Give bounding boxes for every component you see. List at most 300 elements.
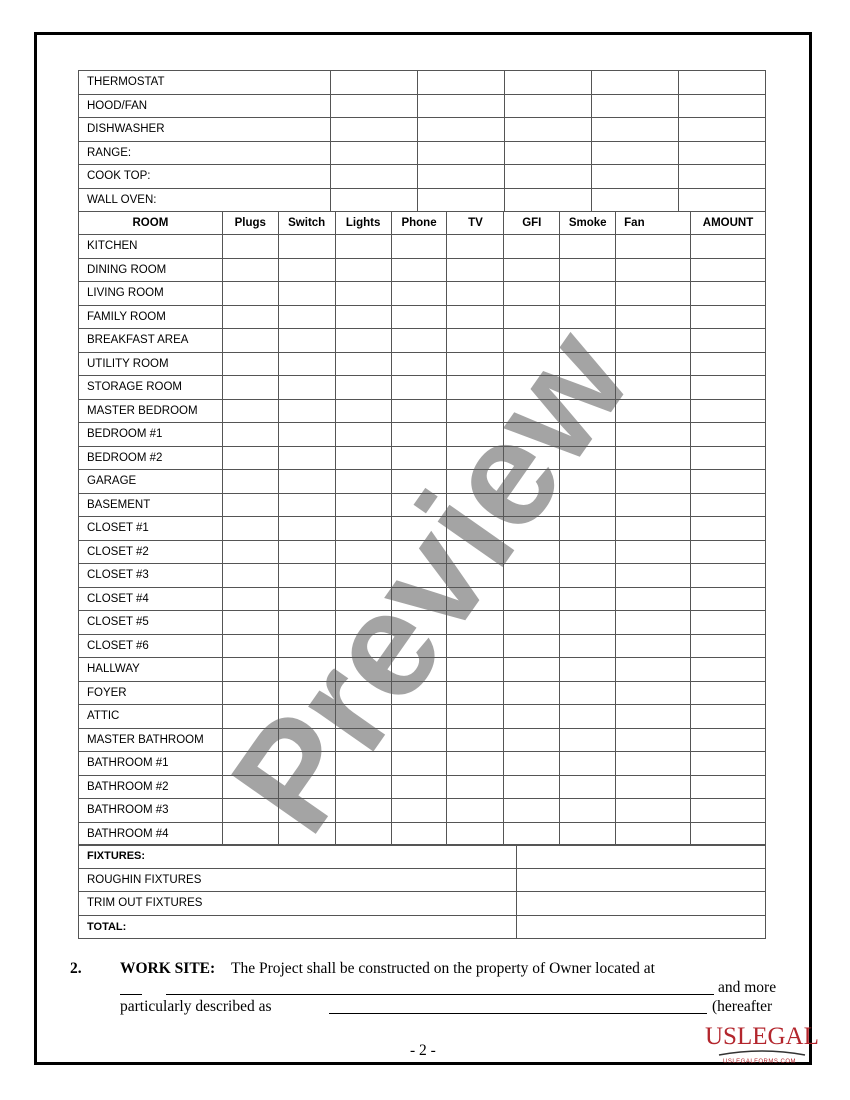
room-label: BEDROOM #2	[79, 446, 223, 470]
section-text-line3-start: particularly described as	[120, 998, 272, 1015]
room-cell	[447, 493, 504, 517]
room-cell	[335, 705, 391, 729]
room-cell	[504, 423, 560, 447]
room-cell	[222, 446, 278, 470]
room-cell	[447, 446, 504, 470]
room-cell	[222, 752, 278, 776]
room-cell	[616, 517, 691, 541]
room-cell	[560, 493, 616, 517]
room-cell	[691, 376, 766, 400]
room-cell	[391, 752, 447, 776]
appliance-label: DISHWASHER	[79, 118, 331, 142]
room-cell	[335, 540, 391, 564]
room-cell	[335, 258, 391, 282]
table-row	[79, 118, 766, 142]
room-cell	[222, 611, 278, 635]
room-cell	[391, 470, 447, 494]
room-label: MASTER BATHROOM	[79, 728, 223, 752]
room-cell	[560, 705, 616, 729]
room-cell	[504, 799, 560, 823]
room-label: BATHROOM #3	[79, 799, 223, 823]
room-cell	[504, 775, 560, 799]
table-row	[79, 282, 766, 306]
room-cell	[391, 258, 447, 282]
room-label: FAMILY ROOM	[79, 305, 223, 329]
table-row	[79, 258, 766, 282]
table-row	[79, 611, 766, 635]
room-cell	[447, 329, 504, 353]
table-row	[79, 423, 766, 447]
room-cell	[278, 799, 335, 823]
room-cell	[222, 822, 278, 846]
room-cell	[560, 564, 616, 588]
room-cell	[335, 658, 391, 682]
room-cell	[222, 305, 278, 329]
room-cell	[278, 399, 335, 423]
room-cell	[504, 258, 560, 282]
room-cell	[691, 517, 766, 541]
room-cell	[447, 822, 504, 846]
column-header: Phone	[391, 212, 447, 235]
table-row	[79, 399, 766, 423]
room-cell	[222, 634, 278, 658]
column-header: GFI	[504, 212, 560, 235]
room-cell	[616, 658, 691, 682]
table-row	[79, 94, 766, 118]
room-cell	[222, 470, 278, 494]
room-cell	[278, 282, 335, 306]
room-cell	[391, 540, 447, 564]
table-row	[79, 376, 766, 400]
room-cell	[335, 352, 391, 376]
room-cell	[447, 587, 504, 611]
room-cell	[391, 728, 447, 752]
room-cell	[616, 470, 691, 494]
room-cell	[335, 376, 391, 400]
room-cell	[560, 728, 616, 752]
room-cell	[504, 446, 560, 470]
column-header: Smoke	[560, 212, 616, 235]
room-cell	[222, 517, 278, 541]
room-cell	[447, 705, 504, 729]
room-label: BATHROOM #1	[79, 752, 223, 776]
room-cell	[560, 634, 616, 658]
fixtures-table	[78, 844, 766, 939]
room-cell	[560, 305, 616, 329]
room-cell	[691, 752, 766, 776]
room-cell	[391, 634, 447, 658]
room-cell	[691, 564, 766, 588]
room-cell	[222, 658, 278, 682]
room-cell	[504, 611, 560, 635]
room-cell	[447, 423, 504, 447]
room-cell	[616, 352, 691, 376]
room-label: GARAGE	[79, 470, 223, 494]
table-row	[79, 868, 766, 892]
room-cell	[222, 423, 278, 447]
room-cell	[691, 658, 766, 682]
table-row	[79, 634, 766, 658]
column-header: TV	[447, 212, 504, 235]
room-label: CLOSET #2	[79, 540, 223, 564]
room-cell	[278, 634, 335, 658]
room-cell	[391, 775, 447, 799]
room-cell	[447, 681, 504, 705]
room-cell	[447, 517, 504, 541]
room-cell	[691, 258, 766, 282]
room-cell	[447, 564, 504, 588]
table-row	[79, 587, 766, 611]
room-cell	[222, 587, 278, 611]
room-cell	[616, 235, 691, 259]
room-cell	[391, 822, 447, 846]
table-row	[79, 352, 766, 376]
room-cell	[335, 235, 391, 259]
room-cell	[504, 564, 560, 588]
room-cell	[391, 564, 447, 588]
room-label: BATHROOM #4	[79, 822, 223, 846]
room-cell	[560, 517, 616, 541]
room-cell	[616, 587, 691, 611]
room-cell	[616, 564, 691, 588]
room-cell	[691, 540, 766, 564]
appliance-rows	[79, 71, 766, 212]
room-cell	[278, 470, 335, 494]
room-cell	[691, 493, 766, 517]
room-label: BEDROOM #1	[79, 423, 223, 447]
room-cell	[560, 423, 616, 447]
table-row	[79, 305, 766, 329]
room-cell	[691, 423, 766, 447]
room-cell	[560, 282, 616, 306]
room-cell	[335, 423, 391, 447]
fixtures-label: TRIM OUT FIXTURES	[79, 892, 517, 916]
room-cell	[222, 352, 278, 376]
room-cell	[447, 634, 504, 658]
uslegal-logo	[705, 1024, 825, 1065]
column-header: Switch	[278, 212, 335, 235]
table-row	[79, 235, 766, 259]
room-cell	[560, 470, 616, 494]
table-row	[79, 752, 766, 776]
room-cell	[504, 681, 560, 705]
room-cell	[222, 775, 278, 799]
room-cell	[222, 799, 278, 823]
room-cell	[222, 258, 278, 282]
room-cell	[616, 705, 691, 729]
room-label: KITCHEN	[79, 235, 223, 259]
room-cell	[278, 752, 335, 776]
room-cell	[278, 611, 335, 635]
table-row	[79, 540, 766, 564]
appliance-label: THERMOSTAT	[79, 71, 331, 95]
room-cell	[335, 399, 391, 423]
room-cell	[391, 658, 447, 682]
room-cell	[222, 564, 278, 588]
room-cell	[335, 329, 391, 353]
room-cell	[278, 540, 335, 564]
room-table	[78, 211, 766, 846]
column-header: Fan	[616, 212, 691, 235]
room-cell	[616, 752, 691, 776]
room-cell	[335, 305, 391, 329]
room-label: FOYER	[79, 681, 223, 705]
table-row	[79, 892, 766, 916]
room-cell	[335, 775, 391, 799]
room-cell	[278, 493, 335, 517]
room-cell	[391, 282, 447, 306]
room-cell	[391, 423, 447, 447]
table-header-row	[79, 212, 766, 235]
room-cell	[691, 799, 766, 823]
room-cell	[616, 329, 691, 353]
room-cell	[278, 376, 335, 400]
table-row	[79, 915, 766, 939]
table-row	[79, 71, 766, 95]
room-cell	[335, 822, 391, 846]
room-label: BATHROOM #2	[79, 775, 223, 799]
appliance-label: COOK TOP:	[79, 165, 331, 189]
room-cell	[391, 681, 447, 705]
room-cell	[278, 658, 335, 682]
preview-watermark: Preview	[198, 299, 662, 861]
room-cell	[504, 705, 560, 729]
room-cell	[391, 517, 447, 541]
room-cell	[560, 446, 616, 470]
room-cell	[447, 352, 504, 376]
room-cell	[504, 658, 560, 682]
room-cell	[616, 775, 691, 799]
column-header: Plugs	[222, 212, 278, 235]
room-cell	[560, 352, 616, 376]
room-cell	[391, 799, 447, 823]
appliance-label: WALL OVEN:	[79, 188, 331, 212]
table-row	[79, 141, 766, 165]
room-cell	[504, 752, 560, 776]
room-cell	[222, 728, 278, 752]
room-cell	[447, 728, 504, 752]
room-cell	[560, 658, 616, 682]
room-label: CLOSET #5	[79, 611, 223, 635]
room-cell	[391, 352, 447, 376]
room-cell	[616, 611, 691, 635]
room-cell	[691, 235, 766, 259]
room-cell	[691, 728, 766, 752]
section-text-line2-end: and more	[718, 979, 777, 996]
room-cell	[504, 822, 560, 846]
table-row	[79, 845, 766, 869]
table-row	[79, 470, 766, 494]
room-cell	[560, 258, 616, 282]
room-cell	[335, 517, 391, 541]
room-cell	[504, 587, 560, 611]
room-cell	[691, 329, 766, 353]
room-cell	[335, 611, 391, 635]
room-cell	[504, 352, 560, 376]
room-cell	[560, 540, 616, 564]
room-label: STORAGE ROOM	[79, 376, 223, 400]
room-cell	[335, 282, 391, 306]
logo-subtitle: USLEGALFORMS.COM	[723, 1059, 797, 1065]
room-cell	[335, 470, 391, 494]
room-cell	[278, 329, 335, 353]
room-cell	[222, 493, 278, 517]
room-label: BASEMENT	[79, 493, 223, 517]
section-text-line3-end: (hereafter	[712, 998, 773, 1015]
room-cell	[278, 258, 335, 282]
room-cell	[278, 681, 335, 705]
room-cell	[560, 681, 616, 705]
room-cell	[447, 775, 504, 799]
room-cell	[504, 282, 560, 306]
room-cell	[391, 705, 447, 729]
room-cell	[560, 775, 616, 799]
room-cell	[278, 564, 335, 588]
room-cell	[335, 752, 391, 776]
section-text-line1: The Project shall be constructed on the property of Owner located at	[231, 960, 655, 977]
room-cell	[278, 705, 335, 729]
room-label: BREAKFAST AREA	[79, 329, 223, 353]
room-label: HALLWAY	[79, 658, 223, 682]
table-row	[79, 493, 766, 517]
fixtures-label: ROUGHIN FIXTURES	[79, 868, 517, 892]
room-cell	[335, 564, 391, 588]
room-cell	[616, 799, 691, 823]
room-cell	[335, 446, 391, 470]
column-header: Lights	[335, 212, 391, 235]
room-label: LIVING ROOM	[79, 282, 223, 306]
room-cell	[504, 470, 560, 494]
room-cell	[504, 305, 560, 329]
room-label: CLOSET #6	[79, 634, 223, 658]
room-cell	[278, 775, 335, 799]
room-cell	[222, 329, 278, 353]
room-cell	[278, 822, 335, 846]
room-cell	[616, 540, 691, 564]
table-row	[79, 517, 766, 541]
room-cell	[560, 799, 616, 823]
room-cell	[222, 282, 278, 306]
room-cell	[447, 399, 504, 423]
appliance-label: HOOD/FAN	[79, 94, 331, 118]
room-label: CLOSET #1	[79, 517, 223, 541]
room-cell	[504, 493, 560, 517]
room-cell	[504, 399, 560, 423]
table-row	[79, 705, 766, 729]
section-number: 2.	[70, 960, 82, 977]
room-cell	[222, 705, 278, 729]
room-label: ATTIC	[79, 705, 223, 729]
room-cell	[222, 235, 278, 259]
room-cell	[391, 399, 447, 423]
blank-line	[120, 994, 142, 995]
room-cell	[391, 329, 447, 353]
room-cell	[560, 822, 616, 846]
room-cell	[691, 352, 766, 376]
table-row	[79, 188, 766, 212]
table-row	[79, 728, 766, 752]
room-cell	[335, 634, 391, 658]
table-row	[79, 822, 766, 846]
room-cell	[560, 376, 616, 400]
room-cell	[391, 493, 447, 517]
room-cell	[222, 399, 278, 423]
room-cell	[691, 446, 766, 470]
room-cell	[278, 446, 335, 470]
room-cell	[691, 681, 766, 705]
room-cell	[504, 728, 560, 752]
logo-brand: USLEGAL	[705, 1023, 819, 1050]
room-cell	[691, 705, 766, 729]
room-cell	[391, 235, 447, 259]
room-label: CLOSET #3	[79, 564, 223, 588]
room-cell	[391, 587, 447, 611]
room-cell	[447, 282, 504, 306]
room-cell	[391, 611, 447, 635]
room-cell	[278, 352, 335, 376]
table-row	[79, 564, 766, 588]
room-cell	[504, 517, 560, 541]
room-cell	[504, 376, 560, 400]
room-cell	[335, 681, 391, 705]
room-rows	[79, 235, 766, 846]
room-cell	[691, 282, 766, 306]
room-label: CLOSET #4	[79, 587, 223, 611]
room-cell	[616, 634, 691, 658]
table-row	[79, 799, 766, 823]
room-cell	[391, 305, 447, 329]
room-cell	[691, 822, 766, 846]
room-cell	[616, 493, 691, 517]
appliance-label: RANGE:	[79, 141, 331, 165]
room-cell	[560, 399, 616, 423]
room-cell	[447, 752, 504, 776]
room-cell	[691, 305, 766, 329]
room-cell	[335, 799, 391, 823]
address-blank-line	[166, 994, 714, 995]
room-cell	[616, 681, 691, 705]
fixtures-label: FIXTURES:	[79, 845, 517, 869]
room-cell	[560, 611, 616, 635]
room-cell	[278, 423, 335, 447]
column-header: AMOUNT	[691, 212, 766, 235]
room-cell	[447, 305, 504, 329]
room-cell	[616, 258, 691, 282]
room-cell	[447, 235, 504, 259]
table-row	[79, 446, 766, 470]
room-cell	[222, 681, 278, 705]
room-cell	[616, 305, 691, 329]
room-cell	[278, 728, 335, 752]
appliance-table	[78, 70, 766, 212]
table-row	[79, 165, 766, 189]
section-heading: WORK SITE:	[120, 960, 216, 977]
room-cell	[447, 611, 504, 635]
room-cell	[504, 329, 560, 353]
room-cell	[335, 493, 391, 517]
room-cell	[278, 587, 335, 611]
room-label: MASTER BEDROOM	[79, 399, 223, 423]
room-cell	[222, 540, 278, 564]
column-header: ROOM	[79, 212, 223, 235]
room-cell	[691, 587, 766, 611]
room-cell	[616, 728, 691, 752]
room-cell	[691, 399, 766, 423]
room-label: UTILITY ROOM	[79, 352, 223, 376]
room-cell	[447, 376, 504, 400]
room-cell	[391, 446, 447, 470]
room-cell	[616, 282, 691, 306]
